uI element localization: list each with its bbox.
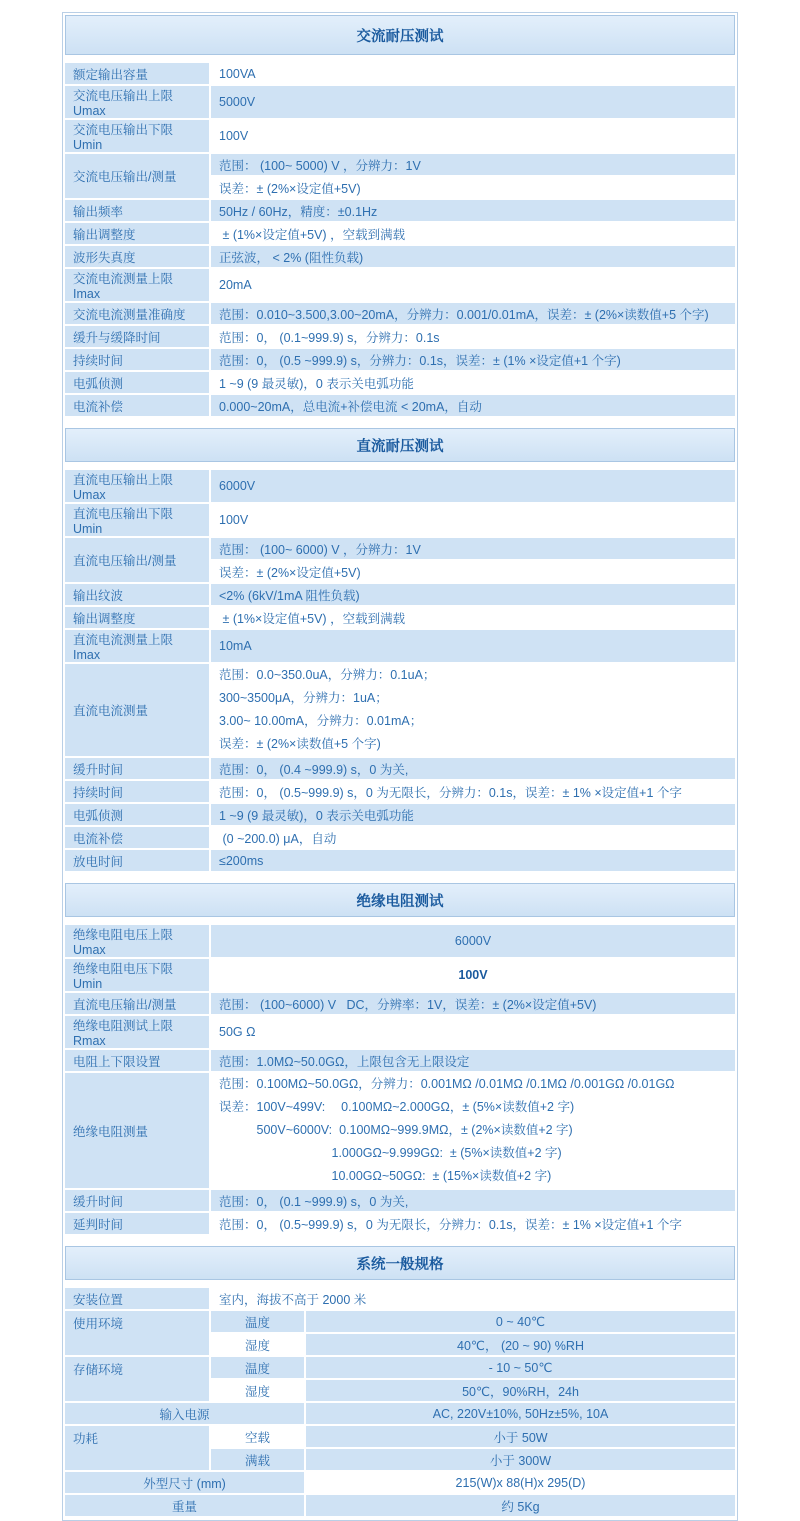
spec-subcategory: 温度 [211,1357,306,1380]
spec-label: 电流补偿 [65,395,211,418]
spec-value: 100V [211,504,735,538]
table-row [65,349,735,372]
table-row [65,804,735,827]
spec-label: 交流电压输出/测量 [65,154,211,200]
section-header [65,883,735,917]
spec-value: 范围：0， (0.5~999.9) s，0 为无限长，分辨力：0.1s，误差：± 1% ×设定值+1 个字 [211,781,735,804]
table-row [65,1472,735,1495]
spec-label: 缓升时间 [65,1190,211,1213]
spec-label: 使用环境 [65,1311,211,1357]
spec-value: 范围：0， (0.1 ~999.9) s，0 为关, [211,1190,735,1213]
spec-label: 电弧侦测 [65,804,211,827]
section-title: 绝缘电阻测试 [356,893,444,910]
spec-label: 电流补偿 [65,827,211,850]
spec-value: 1 ~9 (9 最灵敏)，0 表示关电弧功能 [211,804,735,827]
spec-section-table [65,925,735,1236]
spec-value: 5000V [211,86,735,120]
table-row [65,303,735,326]
table-row [65,1288,735,1311]
table-row [65,246,735,269]
spec-value: AC, 220V±10%, 50Hz±5%, 10A [306,1403,735,1426]
spec-value: 范围： (100~ 6000) V ，分辨力：1V [211,538,735,561]
spec-label: 交流电压输出上限 Umax [65,86,211,120]
table-row [65,63,735,86]
spec-label: 外型尺寸 (mm) [65,1472,306,1495]
spec-table [62,12,738,1521]
spec-label: 绝缘电阻电压上限Umax [65,925,211,959]
spec-label: 额定输出容量 [65,63,211,86]
table-row [65,1495,735,1518]
table-row [65,607,735,630]
spec-label: 安装位置 [65,1288,211,1311]
table-row [65,1016,735,1050]
section-title: 交流耐压测试 [356,28,444,45]
spec-value: ± (1%×设定值+5V) ，空载到满载 [211,607,735,630]
spec-value: 范围：0， (0.1~999.9) s，分辨力：0.1s [211,326,735,349]
spec-value-line: 范围：0.100MΩ~50.0GΩ，分辨力：0.001MΩ /0.01MΩ /0.1MΩ /0.001GΩ /0.01GΩ [219,1077,675,1091]
spec-value: 范围：0， (0.5 ~999.9) s，分辨力：0.1s，误差：± (1% ×设定值+1 个字) [211,349,735,372]
spec-value: 误差：± (2%×设定值+5V) [211,177,735,200]
spec-value: 1 ~9 (9 最灵敏)，0 表示关电弧功能 [211,372,735,395]
table-row [65,850,735,873]
spec-label: 延判时间 [65,1213,211,1236]
spec-value-line: 范围：0.0~350.0uA，分辨力：0.1uA； [219,668,436,682]
spec-value: 50Hz / 60Hz，精度：±0.1Hz [211,200,735,223]
spec-value: 100VA [211,63,735,86]
table-row [65,538,735,561]
table-row [65,925,735,959]
spec-value: 误差：± (2%×设定值+5V) [211,561,735,584]
spec-label: 电阻上下限设置 [65,1050,211,1073]
table-row [65,200,735,223]
spec-value: 正弦波， < 2% (阻性负载) [211,246,735,269]
table-row [65,959,735,993]
spec-value: 215(W)x 88(H)x 295(D) [306,1472,735,1495]
spec-label: 输入电源 [65,1403,306,1426]
spec-label: 存储环境 [65,1357,211,1403]
spec-label: 直流电流测量上限 Imax [65,630,211,664]
table-row [65,120,735,154]
table-row [65,1403,735,1426]
spec-label: 输出纹波 [65,584,211,607]
table-row [65,395,735,418]
table-row [65,1426,735,1449]
table-row [65,154,735,177]
spec-label: 直流电压输出下限 Umin [65,504,211,538]
spec-value: 0.000~20mA，总电流+补偿电流 < 20mA，自动 [211,395,735,418]
spec-value: 0 ~ 40℃ [306,1311,735,1334]
spec-value-line: 误差：± (2%×读数值+5 个字) [219,737,381,751]
spec-value-line: 1.000GΩ~9.999GΩ: ± (5%×读数值+2 字) [219,1146,562,1160]
table-row [65,504,735,538]
spec-label: 放电时间 [65,850,211,873]
table-row [65,372,735,395]
table-row [65,584,735,607]
spec-section-table [65,470,735,873]
table-row [65,326,735,349]
spec-label: 直流电流测量 [65,664,211,758]
table-row [65,664,735,758]
spec-value: 范围：0， (0.5~999.9) s，0 为无限长，分辨力：0.1s，误差：± 1% ×设定值+1 个字 [211,1213,735,1236]
table-row [65,1050,735,1073]
spec-value-line: 3.00~ 10.00mA，分辨力：0.01mA； [219,714,423,728]
spec-label: 功耗 [65,1426,211,1472]
spec-value: 6000V [211,925,735,959]
spec-label: 输出调整度 [65,223,211,246]
spec-label: 交流电流测量上限 Imax [65,269,211,303]
section-title: 系统一般规格 [356,1256,444,1273]
spec-value: 范围：0.010~3.500,3.00~20mA，分辨力：0.001/0.01mA，误差：± (2%×读数值+5 个字) [211,303,735,326]
spec-label: 电弧侦测 [65,372,211,395]
spec-value: 范围： (100~ 5000) V ，分辨力：1V [211,154,735,177]
spec-label: 缓升时间 [65,758,211,781]
spec-value: ± (1%×设定值+5V) ，空载到满载 [211,223,735,246]
spec-value [211,1073,735,1190]
spec-label: 直流电压输出/测量 [65,993,211,1016]
spec-value: 50G Ω [211,1016,735,1050]
spec-label: 缓升与缓降时间 [65,326,211,349]
spec-label: 输出调整度 [65,607,211,630]
table-row [65,470,735,504]
table-row [65,1357,735,1380]
spec-value: 约 5Kg [306,1495,735,1518]
spec-label: 直流电压输出上限 Umax [65,470,211,504]
table-row [65,1213,735,1236]
spec-value: 小于 300W [306,1449,735,1472]
spec-label: 绝缘电阻测试上限 Rmax [65,1016,211,1050]
table-row [65,1190,735,1213]
table-row [65,1073,735,1190]
spec-section-table [65,1288,735,1518]
spec-value-line: 误差：100V~499V: 0.100MΩ~2.000GΩ，± (5%×读数值+2 字) [219,1100,575,1114]
section-header [65,15,735,55]
spec-subcategory: 满载 [211,1449,306,1472]
table-row [65,758,735,781]
spec-label: 交流电流测量准确度 [65,303,211,326]
spec-value: <2% (6kV/1mA 阻性负载) [211,584,735,607]
section-header [65,1246,735,1280]
spec-value: 100V [211,120,735,154]
spec-subcategory: 温度 [211,1311,306,1334]
spec-value: 6000V [211,470,735,504]
spec-subcategory: 湿度 [211,1380,306,1403]
spec-section-table [65,63,735,418]
spec-value: 范围：0， (0.4 ~999.9) s，0 为关, [211,758,735,781]
section-header [65,428,735,462]
spec-value: 室内，海拔不高于 2000 米 [211,1288,735,1311]
spec-value: 10mA [211,630,735,664]
spec-value: 范围： (100~6000) V DC，分辨率：1V，误差：± (2%×设定值+5V) [211,993,735,1016]
spec-value: - 10 ~ 50℃ [306,1357,735,1380]
table-row [65,630,735,664]
table-row [65,993,735,1016]
spec-label: 绝缘电阻电压下限Umin [65,959,211,993]
spec-value-line: 500V~6000V: 0.100MΩ~999.9MΩ，± (2%×读数值+2 字) [219,1123,573,1137]
spec-label: 绝缘电阻测量 [65,1073,211,1190]
spec-label: 直流电压输出/测量 [65,538,211,584]
spec-subcategory: 湿度 [211,1334,306,1357]
spec-value: (0 ~200.0) μA，自动 [211,827,735,850]
table-row [65,269,735,303]
spec-label: 重量 [65,1495,306,1518]
spec-value: 小于 50W [306,1426,735,1449]
table-row [65,1311,735,1334]
spec-subcategory: 空载 [211,1426,306,1449]
table-row [65,827,735,850]
table-row [65,781,735,804]
spec-value-line: 10.00GΩ~50GΩ: ± (15%×读数值+2 字) [219,1169,552,1183]
spec-value: 20mA [211,269,735,303]
table-row [65,223,735,246]
spec-value: 50℃，90%RH，24h [306,1380,735,1403]
spec-value: 100V [211,959,735,993]
spec-label: 输出频率 [65,200,211,223]
table-row [65,86,735,120]
spec-label: 持续时间 [65,349,211,372]
section-title: 直流耐压测试 [356,438,444,455]
spec-label: 交流电压输出下限 Umin [65,120,211,154]
spec-value [211,664,735,758]
spec-value: ≤200ms [211,850,735,873]
spec-value-line: 300~3500μA，分辨力：1uA； [219,691,388,705]
spec-label: 持续时间 [65,781,211,804]
spec-value: 范围：1.0MΩ~50.0GΩ，上限包含无上限设定 [211,1050,735,1073]
spec-label: 波形失真度 [65,246,211,269]
spec-value: 40℃， (20 ~ 90) %RH [306,1334,735,1357]
